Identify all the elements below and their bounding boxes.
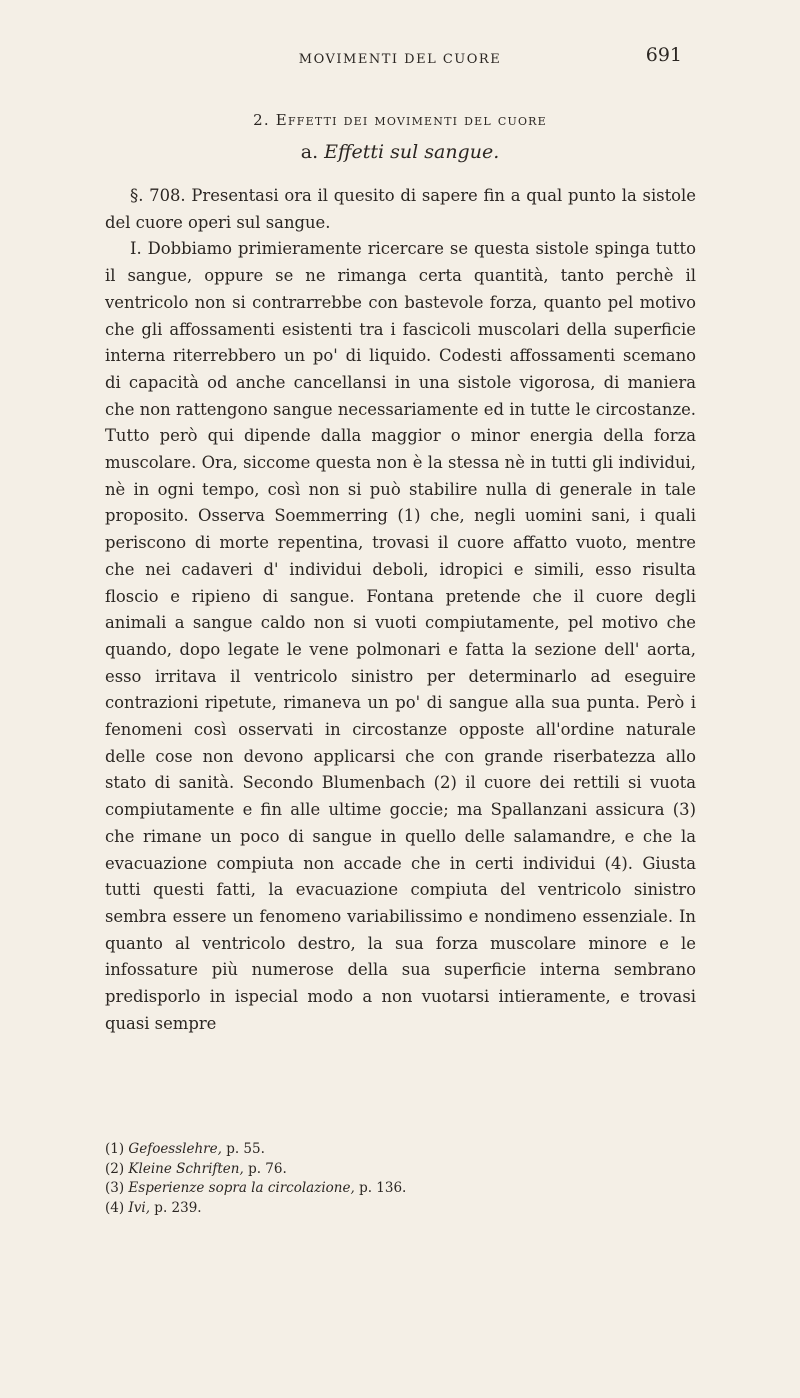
section-title-text: 2. Effetti dei movimenti del cuore [253,111,547,129]
paragraph-intro: §. 708. Presentasi ora il quesito di sapere fin a qual punto la sistole del cuore operi sul sangue. [105,186,696,232]
running-head: MOVIMENTI DEL CUORE [298,52,502,67]
paragraph-main: I. Dobbiamo primieramente ricercare se questa sistole spinga tutto il sangue, oppure se ne rimanga certa quantità, tanto perchè il ventricolo non si contrarrebbe con bastevole forza, quanto pel motivo che gli affossamenti esistenti tra i fascicoli muscolari della superficie interna riterrebbero un po' di liquido. Codesti affossamenti scemano di capacità od anche cancellansi in una sistole vigorosa, di maniera che non rattengono sangue necessariamente ed in tutte le circostanze. Tutto però qui dipende dalla maggior o minor energia della forza muscolare. Ora, siccome questa non è la stessa nè in tutti gli individui, nè in ogni tempo, così non si può stabilire nulla di generale in tale proposito. Osserva Soemmerring (1) che, negli uomini sani, i quali periscono di morte repentina, trovasi il cuore affatto vuoto, mentre che nei cadaveri d' individui deboli, idropici e simili, esso risulta floscio e ripieno di sangue. Fontana pretende che il cuore degli animali a sangue caldo non si vuoti compiutamente, pel motivo che quando, dopo legate le vene polmonari e fatta la sezione dell' aorta, esso irritava il ventricolo sinistro per determinarlo ad eseguire contrazioni ripetute, rimaneva un po' di sangue alla sua punta. Però i fenomeni così osservati in circostanze opposte all'ordine naturale delle cose non devono applicarsi che con grande riserbatezza allo stato di sanità. Secondo Blumenbach (2) il cuore dei rettili si vuota compiutamente e fin alle ultime goccie; ma Spallanzani assicura (3) che rimane un poco di sangue in quello delle salamandre, e che la evacuazione compiuta non accade che in certi individui (4). Giusta tutti questi fatti, la evacuazione compiuta del ventricolo sinistro sembra essere un fenomeno variabilissimo e nondimeno essenziale. In quanto al ventricolo destro, la sua forza muscolare minore e le infossature più numerose della sua superficie interna sembrano predisporlo in ispecial modo a non vuotarsi intieramente, e trovasi quasi sempre [105,239,696,1033]
footnote-4 [105,1199,696,1219]
footnote-page: p. 239. [154,1199,202,1216]
section-title [0,111,800,129]
footnote-marker: (4) [105,1199,125,1216]
footnote-marker: (3) [105,1180,125,1196]
footnote-page: p. 76. [248,1160,287,1177]
footnote-title: Gefoesslehre, [128,1141,222,1157]
footnote-marker: (1) [105,1141,125,1157]
footnote-2 [105,1160,696,1180]
footnote-page: p. 136. [359,1180,407,1196]
footnote-marker: (2) [105,1160,125,1177]
footnote-title: Kleine Schriften, [128,1160,244,1177]
footnotes [105,1140,696,1218]
subsection-title-text: Effetti sul sangue. [324,141,500,163]
footnote-3 [105,1179,696,1199]
footnote-page: p. 55. [226,1141,265,1157]
footnote-title: Esperienze sopra la circolazione, [128,1180,355,1196]
page-number: 691 [645,44,682,66]
subsection-letter: a. [300,141,319,163]
subsection-title [0,141,800,163]
footnote-title: Ivi, [128,1199,150,1216]
footnote-1 [105,1140,696,1160]
body-text [105,183,696,1038]
